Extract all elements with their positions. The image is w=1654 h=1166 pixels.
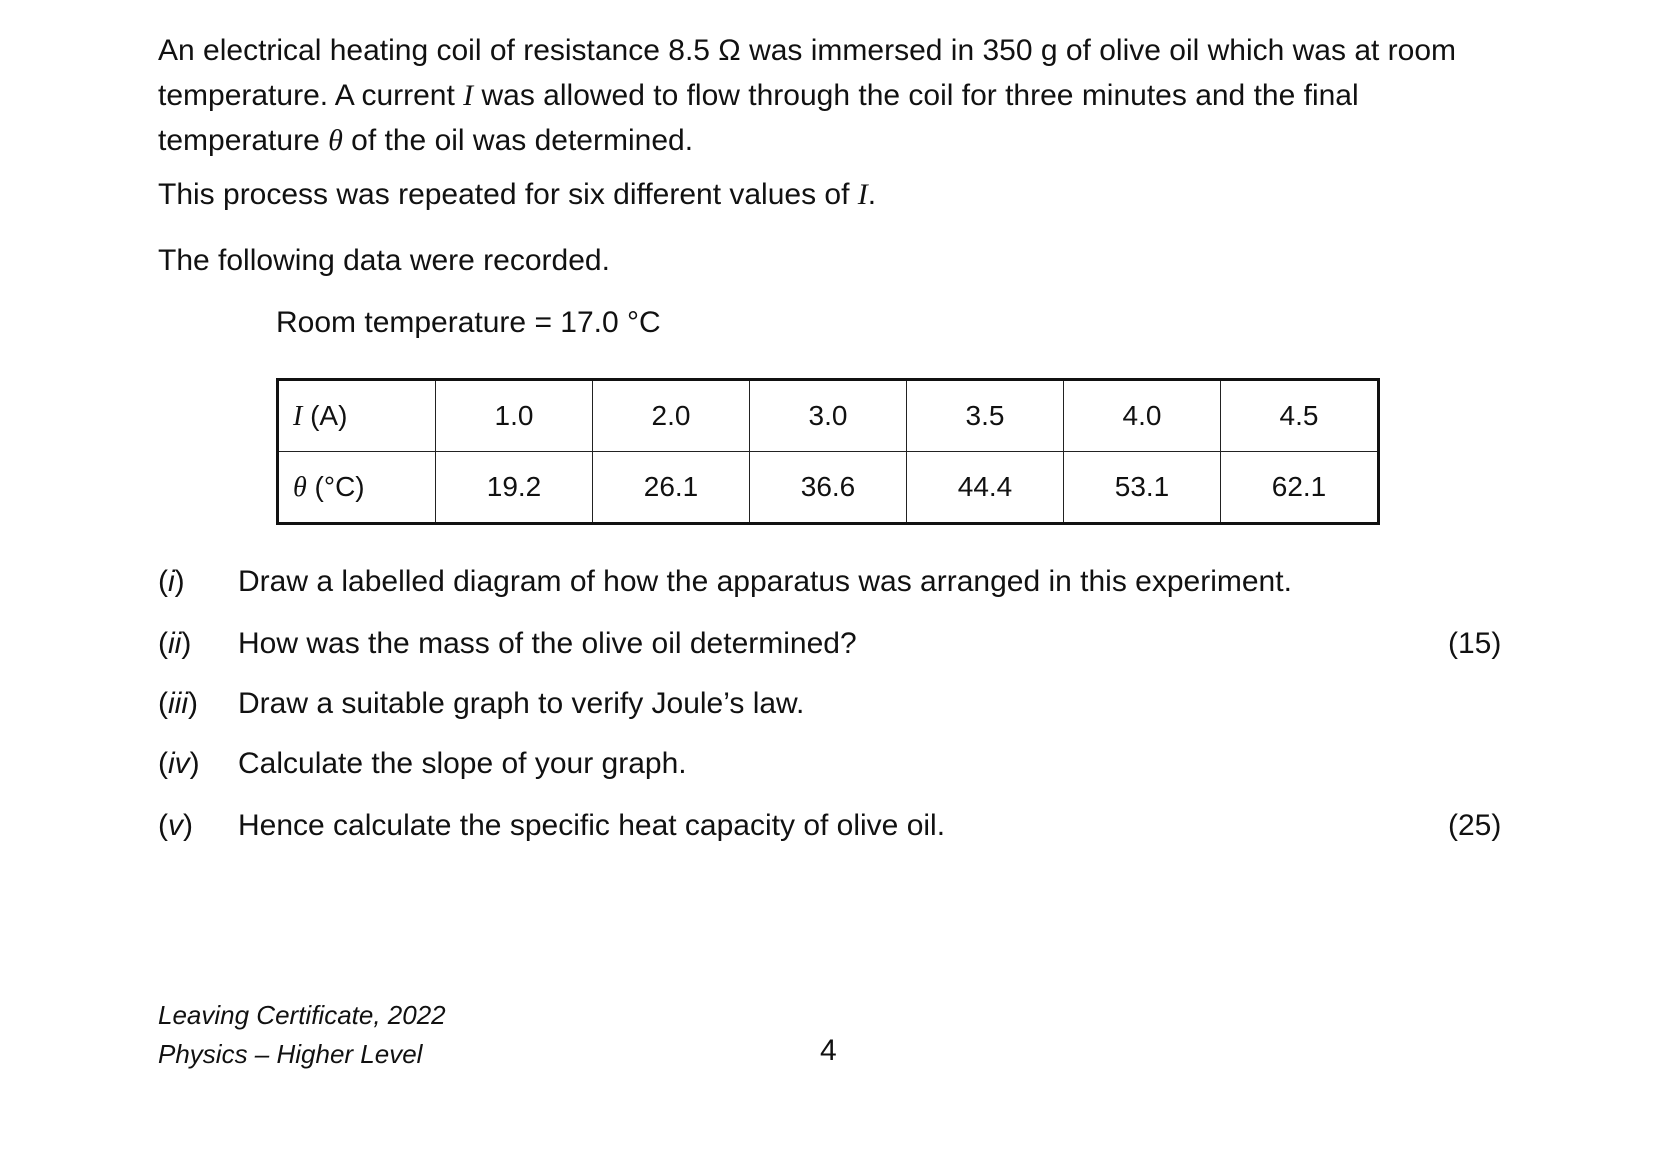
question-number: (iii) [158, 687, 198, 720]
table-cell: 3.0 [750, 380, 907, 452]
question-number: (ii) [158, 627, 192, 660]
footer-exam-title: Leaving Certificate, 2022 [158, 1000, 446, 1030]
table-cell: 44.4 [907, 452, 1064, 524]
recorded-paragraph: The following data were recorded. [158, 244, 610, 277]
page-number: 4 [820, 1034, 837, 1067]
question-text: Draw a labelled diagram of how the apparatus was arranged in this experiment. [238, 565, 1292, 598]
intro-line-1: An electrical heating coil of resistance 8.5 Ω was immersed in 350 g of olive oil which was at room [158, 34, 1457, 67]
intro-line-2: temperature. A current I was allowed to flow through the coil for three minutes and the final [158, 79, 1359, 112]
table-cell: 1.0 [436, 380, 593, 452]
intro-line-3: temperature θ of the oil was determined. [158, 124, 694, 157]
table-row-current [278, 380, 1379, 452]
question-text: Calculate the slope of your graph. [238, 747, 687, 780]
room-temperature: Room temperature = 17.0 °C [276, 306, 661, 339]
theta-variable: θ [328, 124, 343, 157]
current-variable: I [463, 79, 474, 112]
repeat-paragraph: This process was repeated for six different values of I. [158, 178, 877, 211]
intro-paragraph [158, 28, 1518, 163]
table-cell: 62.1 [1221, 452, 1379, 524]
footer-subject: Physics – Higher Level [158, 1039, 423, 1069]
table-cell: 2.0 [593, 380, 750, 452]
current-variable: I [857, 178, 868, 211]
question-number: (i) [158, 565, 185, 598]
table-cell: 4.0 [1064, 380, 1221, 452]
table-cell: 53.1 [1064, 452, 1221, 524]
question-text: Hence calculate the specific heat capacity of olive oil. [238, 809, 946, 842]
question-text: Draw a suitable graph to verify Joule’s law. [238, 687, 805, 720]
table-cell: 19.2 [436, 452, 593, 524]
data-table [276, 378, 1380, 525]
row-header-temperature: θ (°C) [278, 452, 436, 524]
question-text: How was the mass of the olive oil determined? [238, 627, 857, 660]
table-cell: 36.6 [750, 452, 907, 524]
question-number: (v) [158, 809, 193, 842]
table-cell: 4.5 [1221, 380, 1379, 452]
row-header-current: I (A) [278, 380, 436, 452]
table-cell: 3.5 [907, 380, 1064, 452]
question-number: (iv) [158, 747, 200, 780]
marks-15: (15) [1448, 627, 1502, 660]
table-row-temperature [278, 452, 1379, 524]
table-cell: 26.1 [593, 452, 750, 524]
marks-25: (25) [1448, 809, 1502, 842]
